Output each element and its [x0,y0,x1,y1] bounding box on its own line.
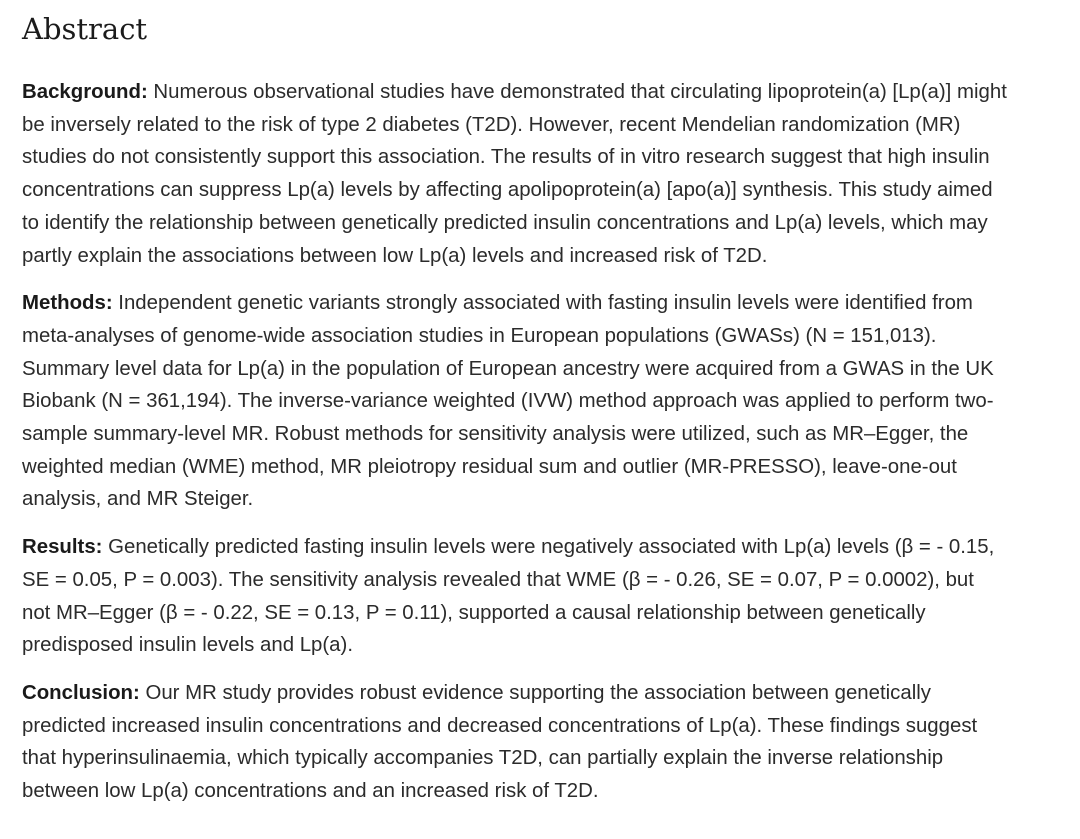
abstract-heading: Abstract [22,12,148,46]
results-label: Results: [22,536,103,559]
results-section [22,531,1007,662]
methods-label: Methods: [22,292,113,315]
background-label: Background: [22,81,148,103]
methods-section [22,287,1007,516]
methods-text: Independent genetic variants strongly associated with fasting insulin levels were identified from meta-analyses of genome-wide association studies in European populations (GWASs) (N = 151,013). Summary level data for Lp(a) in the population of European ancestry were acquired from a GWAS in the UK Biobank (N = 361,194). The inverse-variance weighted (IVW) method approach was applied to perform two-sample summary-level MR. Robust methods for sensitivity analysis were utilized, such as MR–Egger, the weighted median (WME) method, MR pleiotropy residual sum and outlier (MR-PRESSO), leave-one-out analysis, and MR Steiger. [22,292,994,511]
conclusion-label: Conclusion: [22,681,140,704]
background-section [22,76,1007,272]
conclusion-section [22,677,1007,808]
conclusion-text: Our MR study provides robust evidence supporting the association between genetically predicted increased insulin concentrations and decreased concentrations of Lp(a). These findings suggest that hyperinsulinaemia, which typically accompanies T2D, can partially explain the inverse relationship between low Lp(a) concentrations and an increased risk of T2D. [22,681,978,803]
background-text: Numerous observational studies have demonstrated that circulating lipoprotein(a) [Lp(a)] might be inversely related to the risk of type 2 diabetes (T2D). However, recent Mendelian randomization (MR) studies do not consistently support this association. The results of in vitro research suggest that high insulin concentrations can suppress Lp(a) levels by affecting apolipoprotein(a) [apo(a)] synthesis. This study aimed to identify the relationship between genetically predicted insulin concentrations and Lp(a) levels, which may partly explain the associations between low Lp(a) levels and increased risk of T2D. [22,81,1007,267]
results-text: Genetically predicted fasting insulin levels were negatively associated with Lp(a) levels (β = - 0.15, SE = 0.05, P = 0.003). The sensitivity analysis revealed that WME (β = - 0.26, SE = 0.07, P = 0.0002), but not MR–Egger (β = - 0.22, SE = 0.13, P = 0.11), supported a causal relationship between genetically predisposed insulin levels and Lp(a). [22,536,995,657]
